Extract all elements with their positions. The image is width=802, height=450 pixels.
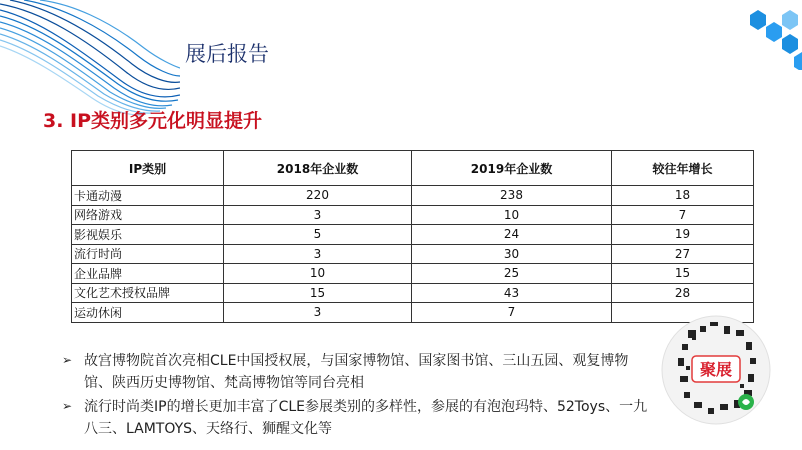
table-row: [72, 205, 754, 225]
cell-2019: 238: [412, 186, 612, 206]
cell-2018: 5: [224, 225, 412, 245]
arrow-bullet-icon: ➢: [62, 353, 73, 367]
bullet-list: [62, 350, 662, 442]
cell-2019: 7: [412, 303, 612, 323]
header-growth: 较往年增长: [612, 151, 754, 186]
cell-category: 流行时尚: [72, 244, 224, 264]
header-ip-category: IP类别: [72, 151, 224, 186]
table-header-row: [72, 151, 754, 186]
cell-category: 影视娱乐: [72, 225, 224, 245]
cell-2018: 3: [224, 205, 412, 225]
table-row: [72, 225, 754, 245]
qr-brand-label: 聚展: [699, 360, 733, 379]
cell-2019: 43: [412, 283, 612, 303]
list-item: [62, 396, 662, 440]
cell-2018: 15: [224, 283, 412, 303]
cell-category: 网络游戏: [72, 205, 224, 225]
cell-growth: 18: [612, 186, 754, 206]
arrow-bullet-icon: ➢: [62, 399, 73, 413]
cell-category: 企业品牌: [72, 264, 224, 284]
table-row: [72, 186, 754, 206]
cell-growth: 7: [612, 205, 754, 225]
cell-2019: 10: [412, 205, 612, 225]
table-row: [72, 283, 754, 303]
cell-category: 运动休闲: [72, 303, 224, 323]
section-title: 3. IP类别多元化明显提升: [43, 110, 263, 132]
table-row: [72, 264, 754, 284]
qr-code[interactable]: [658, 300, 773, 442]
cell-category: 卡通动漫: [72, 186, 224, 206]
ip-category-table-container: [71, 150, 753, 323]
header-2019-count: 2019年企业数: [412, 151, 612, 186]
table-row: [72, 244, 754, 264]
list-item: [62, 350, 662, 394]
cell-2019: 24: [412, 225, 612, 245]
cell-2018: 3: [224, 244, 412, 264]
cell-growth: 28: [612, 283, 754, 303]
header-2018-count: 2018年企业数: [224, 151, 412, 186]
blue-swirl-decoration: [0, 0, 180, 120]
page-header-title: 展后报告: [185, 42, 269, 66]
hexagon-decoration: [732, 0, 802, 70]
cell-growth: 15: [612, 264, 754, 284]
cell-2019: 25: [412, 264, 612, 284]
table-row: [72, 303, 754, 323]
cell-2018: 3: [224, 303, 412, 323]
bullet-text: 流行时尚类IP的增长更加丰富了CLE参展类别的多样性，参展的有泡泡玛特、52Toys、一九八三、LAMTOYS、天络行、狮醒文化等: [84, 399, 648, 437]
cell-2018: 10: [224, 264, 412, 284]
cell-2018: 220: [224, 186, 412, 206]
ip-category-table: [71, 150, 754, 323]
bullet-text: 故宫博物院首次亮相CLE中国授权展，与国家博物馆、国家图书馆、三山五园、观复博物馆、陕西历史博物馆、梵高博物馆等同台亮相: [84, 353, 629, 391]
cell-growth: 19: [612, 225, 754, 245]
cell-2019: 30: [412, 244, 612, 264]
cell-growth: 27: [612, 244, 754, 264]
cell-category: 文化艺术授权品牌: [72, 283, 224, 303]
